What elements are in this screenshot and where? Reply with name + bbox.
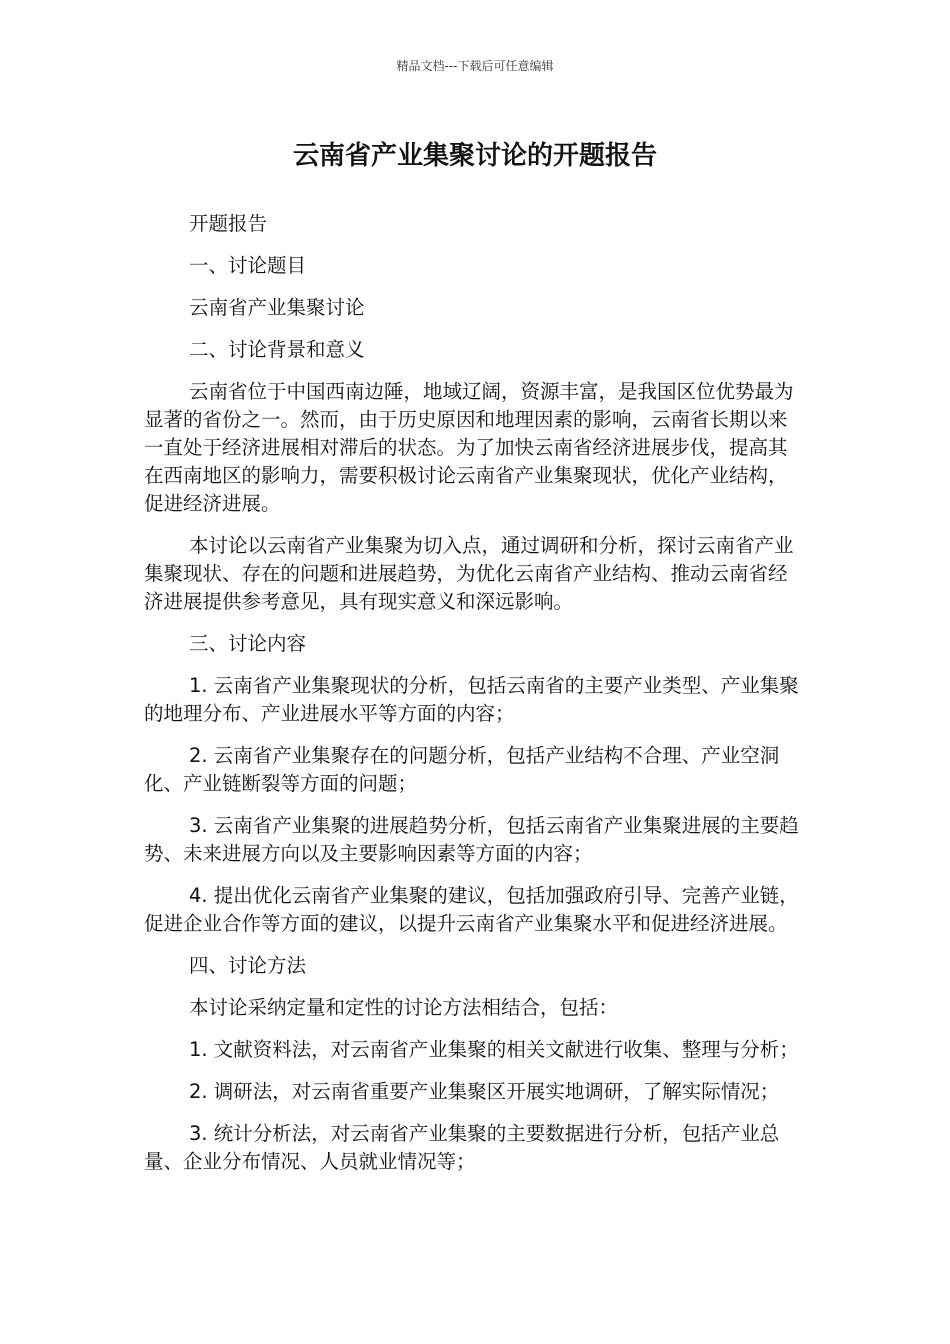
content-item-2: 2. 云南省产业集聚存在的问题分析，包括产业结构不合理、产业空洞化、产业链断裂等方面的问题； <box>144 744 780 795</box>
method-item-1: 1. 文献资料法，对云南省产业集聚的相关文献进行收集、整理与分析； <box>189 1038 799 1061</box>
paragraph-report-label: 开题报告 <box>189 212 268 235</box>
content-item-4: 4. 提出优化云南省产业集聚的建议，包括加强政府引导、完善产业链，促进企业合作等方面的建议，以提升云南省产业集聚水平和促进经济进展。 <box>144 884 799 935</box>
section-heading-topic: 一、讨论题目 <box>189 254 307 277</box>
content-item-1: 1. 云南省产业集聚现状的分析，包括云南省的主要产业类型、产业集聚的地理分布、产业进展水平等方面的内容； <box>144 674 799 725</box>
method-item-2: 2. 调研法，对云南省重要产业集聚区开展实地调研，了解实际情况； <box>189 1080 780 1103</box>
document-body <box>144 210 804 1190</box>
paragraph-significance: 本讨论以云南省产业集聚为切入点，通过调研和分析，探讨云南省产业集聚现状、存在的问题和进展趋势，为优化云南省产业结构、推动云南省经济进展提供参考意见，具有现实意义和深远影响。 <box>144 534 794 613</box>
section-heading-method: 四、讨论方法 <box>189 954 307 977</box>
document-title: 云南省产业集聚讨论的开题报告 <box>292 141 657 171</box>
section-heading-content: 三、讨论内容 <box>189 632 307 655</box>
section-heading-background: 二、讨论背景和意义 <box>189 338 365 361</box>
paragraph-background: 云南省位于中国西南边陲，地域辽阔，资源丰富，是我国区位优势最为显著的省份之一。然而，由于历史原因和地理因素的影响，云南省长期以来一直处于经济进展相对滞后的状态。为了加快云南省经济进展步伐，提高其在西南地区的影响力，需要积极讨论云南省产业集聚现状，优化产业结构，促进经济进展。 <box>144 380 794 515</box>
page-header: 精品文档---下载后可任意编辑 <box>396 59 554 73</box>
content-item-3: 3. 云南省产业集聚的进展趋势分析，包括云南省产业集聚进展的主要趋势、未来进展方向以及主要影响因素等方面的内容； <box>144 814 799 865</box>
paragraph-topic: 云南省产业集聚讨论 <box>189 296 365 319</box>
method-item-3: 3. 统计分析法，对云南省产业集聚的主要数据进行分析，包括产业总量、企业分布情况、人员就业情况等； <box>144 1122 780 1173</box>
paragraph-method-intro: 本讨论采纳定量和定性的讨论方法相结合，包括： <box>189 996 619 1019</box>
